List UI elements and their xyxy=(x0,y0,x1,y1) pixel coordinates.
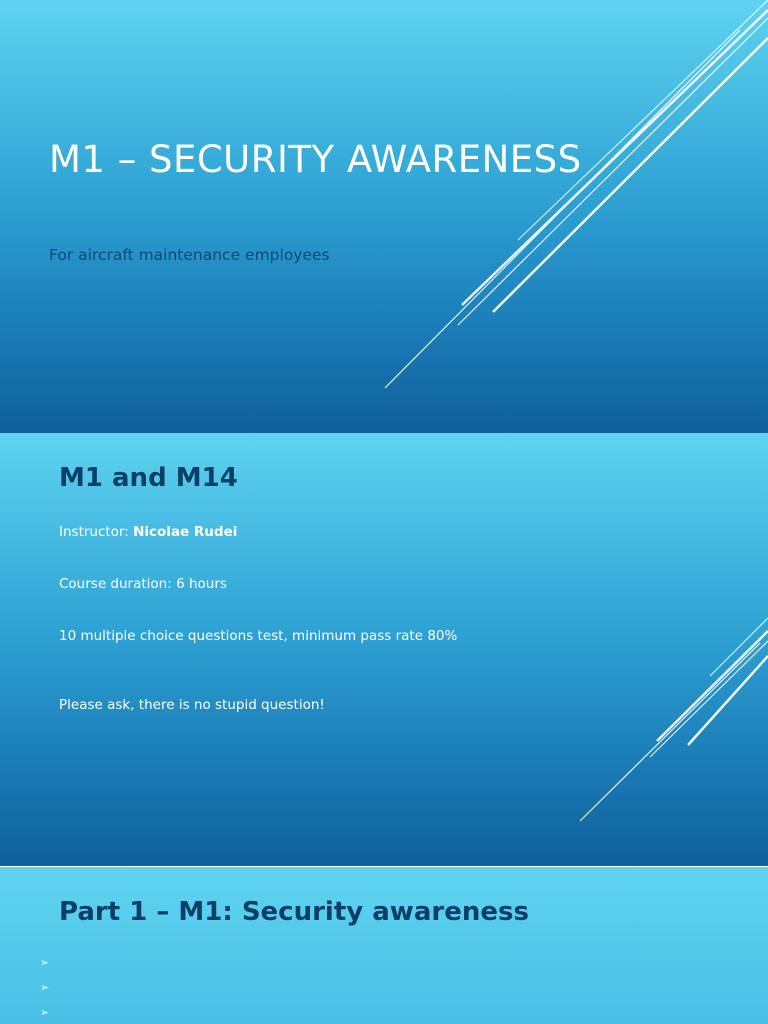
slide-heading: Part 1 – M1: Security awareness xyxy=(59,897,529,927)
course-info-slide xyxy=(0,433,768,866)
decorative-lines xyxy=(0,433,768,866)
part-1-slide xyxy=(0,867,768,1024)
course-duration: Course duration: 6 hours xyxy=(59,576,227,592)
slide-heading: M1 and M14 xyxy=(59,463,238,493)
slide-subtitle: For aircraft maintenance employees xyxy=(49,246,330,264)
decorative-lines xyxy=(0,0,768,433)
bullet-item: ➢ xyxy=(40,1007,50,1019)
questions-note: Please ask, there is no stupid question! xyxy=(59,697,325,713)
instructor-line xyxy=(59,524,237,540)
title-slide xyxy=(0,0,768,433)
slide-title: M1 – SECURITY AWARENESS xyxy=(49,138,582,181)
bullet-item: ➢ xyxy=(40,957,50,969)
instructor-name: Nicolae Rudei xyxy=(133,524,238,540)
test-info: 10 multiple choice questions test, minimum pass rate 80% xyxy=(59,628,458,644)
bullet-item: ➢ xyxy=(40,982,50,994)
instructor-label: Instructor: xyxy=(59,524,134,540)
